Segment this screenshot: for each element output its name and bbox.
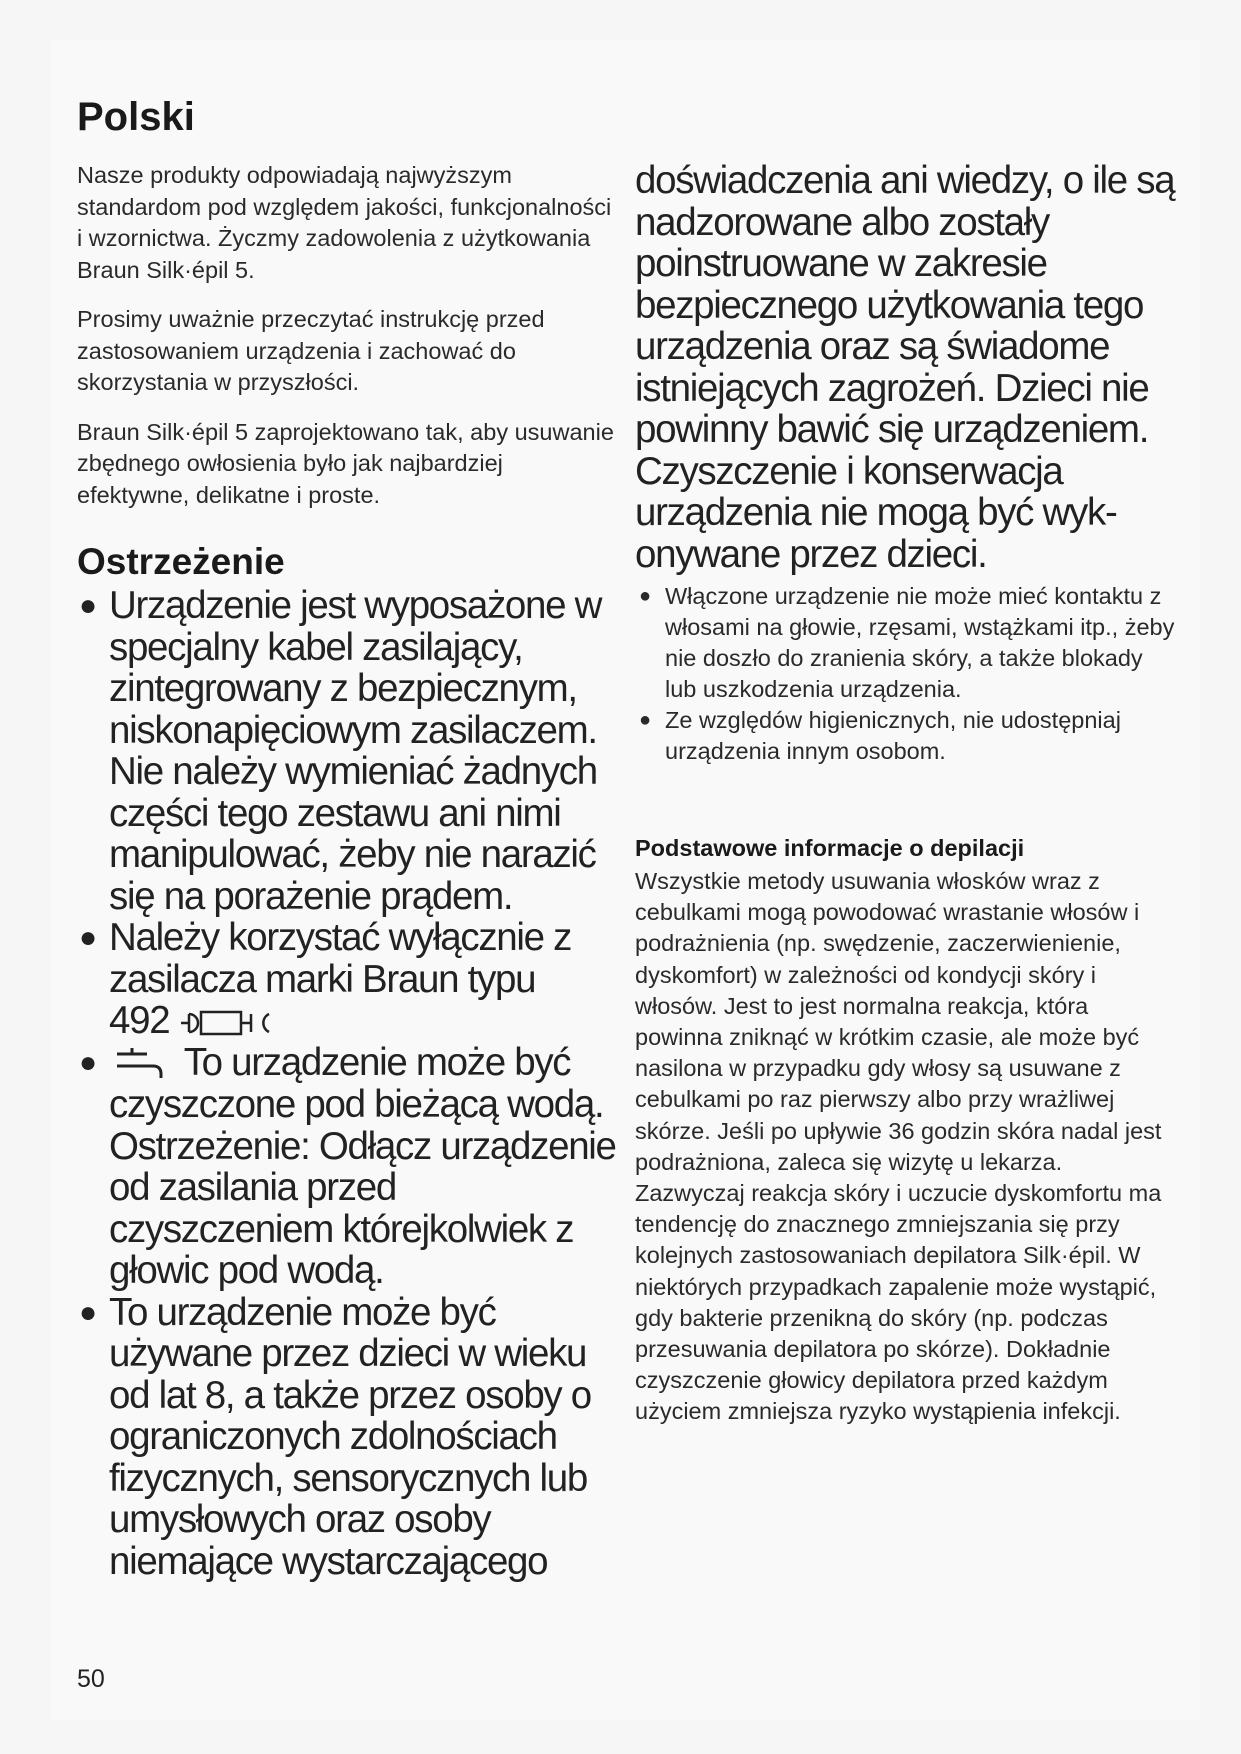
power-supply-type: 492 (109, 999, 170, 1042)
bullet-icon: ● (639, 709, 652, 731)
warning-item-6-text: Ze względów higienicznych, nie udostępniaj urządzenia innym osobom. (665, 707, 1121, 764)
warning-item-4-text: To urządzenie może być używane przez dzieci w wieku od lat 8, a także przez osoby o ograniczonych zdolnościach fizycznych, sensorycznych lub umysłowych oraz osoby niemające wystarczającego (109, 1290, 591, 1583)
warning-item-2 (77, 917, 617, 1042)
warning-heading: Ostrzeżenie (77, 541, 285, 582)
warning-item-4 (77, 1292, 617, 1583)
intro-paragraph-3: Braun Silk·épil 5 zaprojektowano tak, aby usuwanie zbędnego owłosienia było jak najbardziej efektywne, delikatne i proste. (77, 418, 614, 508)
depilation-basics-text: Wszystkie metody usuwania włosków wraz z cebulkami mogą powodować wrastanie włosów i podrażnienia (np. swędzenie, zaczerwienienie, dyskomfort) w zależności od kondycji skóry i włosów. Jest to jest normalna reakcja, która powinna zniknąć w krótkim czasie, ale może być nasilona w przypadku gdy włosy są usuwane z cebulkami po raz pierwszy albo przy wrażliwej skórze. Jeśli po upływie 36 godzin skóra nadal jest podrażniona, zaleca się wizytę u lekarza. Zazwyczaj reakcja skóry i uczucie dyskomfortu ma tendencję do znacznego zmniejszania się przy kolejnych zastosowaniach depilatora Silk·épil. W niektórych przypadkach zapalenie może wystąpić, gdy bakterie przenikną do skóry (np. podczas przesuwania depilatora po skórze). Dokładnie czyszczenie głowicy depilatora przed każdym użyciem zmniejsza ryzyko wystąpienia infekcji. (635, 868, 1162, 1425)
bullet-icon: ● (79, 1295, 96, 1329)
page-number: 50 (77, 1665, 105, 1693)
bullet-icon: ● (639, 585, 652, 607)
warning-item-3 (77, 1042, 617, 1292)
warning-item-1-text: Urządzenie jest wyposażone w specjalny kabel zasilający, zintegrowany z bezpiecznym, niskonapięciowym zasilaczem. Nie należy wymieniać żadnych części tego zestawu ani nimi manipulować, żeby nie narazić się na porażenie prądem. (109, 584, 602, 918)
bullet-icon: ● (79, 589, 96, 622)
right-column (635, 160, 1175, 1428)
warning-list-continued (635, 581, 1175, 767)
warning-item-6 (635, 705, 1175, 767)
power-supply-icon (179, 1008, 279, 1038)
bullet-icon: ● (79, 1045, 96, 1079)
warning-item-4-continuation: doświadczenia ani wiedzy, o ile są nadzorowane albo zostały poinstruowane w zakresie bezpiecznego użytkowania tego urządzenia oraz są świadome istniejących zagrożeń. Dzieci nie powinny bawić się urządzeniem. Czyszczenie i konserwacja urządzenia nie mogą być wykonywane przez dzieci. (635, 159, 1175, 576)
intro-paragraph-1: Nasze produkty odpowiadają najwyższym standardom pod względem jakości, funkcjonalności i wzornictwa. Życzmy zadowolenia z użytkowania Braun Silk·épil 5. (77, 162, 612, 283)
running-water-faucet-icon (109, 1044, 169, 1084)
warning-item-1 (77, 585, 617, 917)
warning-list (77, 585, 617, 1582)
warning-item-3-text: To urządzenie może być czyszczone pod bieżącą wodą. Ostrzeżenie: Odłącz urządzenie od zasilania przed czyszczeniem którejkolwiek z głowic pod wodą. (109, 1040, 616, 1293)
bullet-icon: ● (79, 921, 96, 954)
page-title: Polski (77, 95, 195, 139)
warning-item-2-text: Należy korzystać wyłącznie z zasilacza marki Braun typu (109, 916, 572, 1001)
warning-item-5-text: Włączone urządzenie nie może mieć kontaktu z włosami na głowie, rzęsami, wstążkami itp., żeby nie doszło do zranienia skóry, a także blokady lub uszkodzenia urządzenia. (665, 583, 1175, 702)
warning-item-5 (635, 581, 1175, 705)
intro-paragraph-2: Prosimy uważnie przeczytać instrukcję przed zastosowaniem urządzenia i zachować do skorzystania w przyszłości. (77, 306, 545, 395)
left-column (77, 160, 617, 1582)
depilation-basics-heading: Podstawowe informacje o depilacji (635, 835, 1025, 861)
